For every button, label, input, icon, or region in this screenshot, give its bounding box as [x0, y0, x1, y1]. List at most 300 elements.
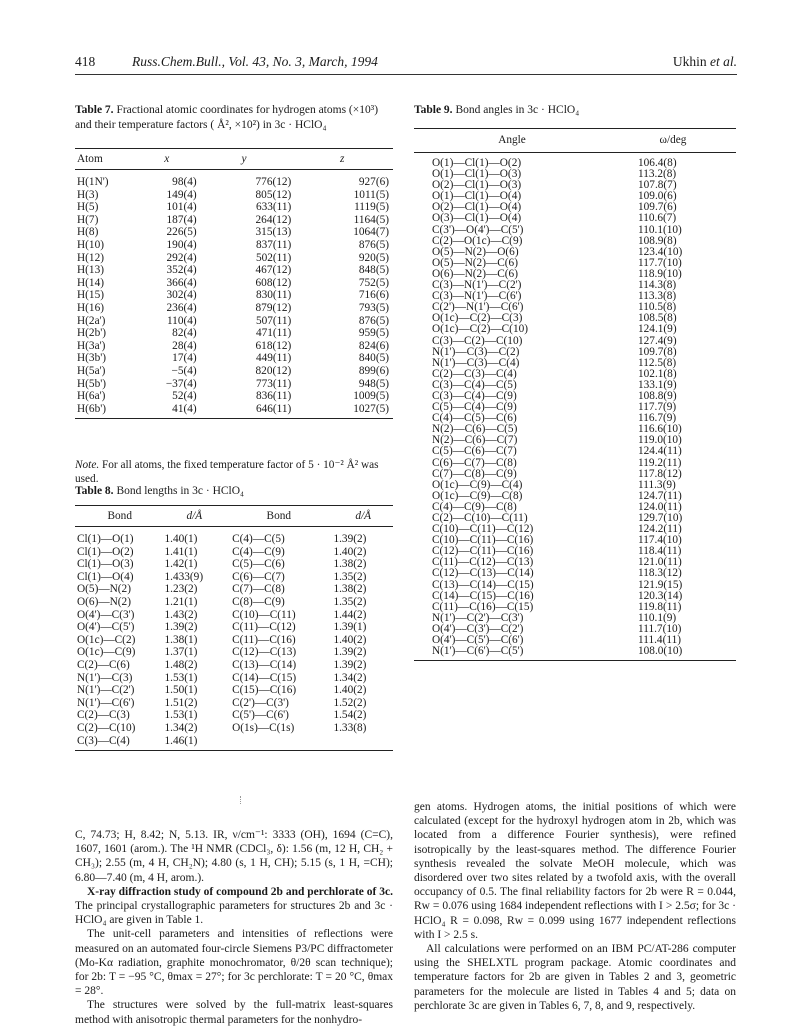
atom-cell: H(5b') [77, 377, 107, 390]
y-cell: 467(12) [255, 264, 292, 277]
omega-cell: 116.7(9) [638, 412, 677, 425]
angle-cell: C(4)—C(5)—C(6) [432, 412, 517, 425]
bond-cell: Cl(1)—O(4) [77, 570, 134, 583]
table-row [414, 153, 736, 170]
omega-cell: 124.4(11) [638, 445, 682, 458]
table-row [414, 580, 736, 591]
bond-cell: C(7)—C(8) [232, 583, 285, 596]
table-row [75, 352, 393, 365]
x-cell: 187(4) [166, 213, 197, 226]
table-row [75, 201, 393, 214]
omega-cell: 111.7(10) [638, 622, 682, 635]
omega-cell: 109.7(8) [638, 345, 677, 358]
table8-col-length-2: d/Å [355, 509, 372, 522]
atom-cell: H(12) [77, 251, 104, 264]
note-text: For all atoms, the fixed temperature factor of 5 · 10⁻² Å² was used. [75, 459, 379, 485]
bond-cell: C(14)—C(15) [232, 671, 297, 684]
omega-cell: 110.1(10) [638, 223, 682, 236]
z-cell: 1064(7) [353, 226, 389, 239]
omega-cell: 119.2(11) [638, 456, 682, 469]
table-row [75, 390, 393, 403]
bond-cell: C(11)—C(12) [232, 621, 296, 634]
omega-cell: 111.4(11) [638, 634, 681, 647]
atom-cell: H(6b') [77, 402, 107, 415]
author-name: Ukhin [672, 54, 707, 69]
angle-cell: N(1')—C(2')—C(3') [432, 611, 524, 624]
z-cell: 927(6) [358, 176, 389, 188]
y-cell: 633(11) [255, 201, 292, 214]
length-cell: 1.39(2) [164, 621, 198, 634]
table-row [75, 239, 393, 252]
x-cell: 226(5) [166, 226, 197, 239]
length-cell: 1.34(2) [333, 671, 367, 684]
table-row [75, 546, 393, 559]
omega-cell: 108.9(8) [638, 234, 677, 247]
atom-cell: H(3a') [77, 339, 106, 352]
table-row [75, 634, 393, 647]
atom-cell: H(16) [77, 301, 104, 314]
table-row [414, 225, 736, 236]
angle-cell: O(1)—Cl(1)—O(2) [432, 157, 522, 169]
omega-cell: 118.9(10) [638, 267, 682, 280]
length-cell: 1.34(2) [164, 721, 198, 734]
table-row [75, 327, 393, 340]
angle-cell: C(10)—C(11)—C(12) [432, 523, 534, 536]
z-cell: 920(5) [358, 251, 389, 264]
table7-col-atom: Atom [77, 152, 103, 165]
bond-cell: C(5')—C(6') [232, 709, 289, 722]
body-left-paragraph-2 [75, 885, 393, 928]
length-cell [333, 735, 393, 751]
table-row [75, 378, 393, 391]
bond-cell: O(4')—C(5') [77, 621, 135, 634]
angle-cell: O(1c)—C(9)—C(8) [432, 489, 523, 502]
y-cell: 830(11) [255, 289, 292, 302]
angle-cell: O(1c)—C(2)—C(10) [432, 323, 529, 336]
x-cell: 52(4) [172, 390, 197, 403]
y-cell: 836(11) [255, 390, 292, 403]
table-row [75, 571, 393, 584]
table-row [75, 277, 393, 290]
length-cell: 1.50(1) [164, 684, 198, 697]
z-cell: 1011(5) [353, 188, 389, 201]
length-cell: 1.39(1) [333, 621, 367, 634]
bond-cell: C(15)—C(16) [232, 684, 297, 697]
table-row [75, 403, 393, 419]
omega-cell: 121.0(11) [638, 556, 682, 569]
angle-cell: C(3')—O(4')—C(5') [432, 223, 524, 236]
length-cell: 1.39(2) [333, 646, 367, 659]
body-left-paragraph-3: The unit-cell parameters and intensities of reflections were measured on an automated four-circle Siemens P3/PC diffractometer (Mo-Kα radiation, graphite monochromator, θ/2θ scan technique); for 2b: T = −95 °C, θmax = 27°; for 3c perchlorate: T = 20 °C, θmax = 28°. [75, 928, 393, 998]
z-cell: 876(5) [358, 314, 389, 327]
table9-caption [414, 103, 736, 118]
table-row [414, 213, 736, 224]
length-cell: 1.53(1) [164, 709, 198, 722]
z-cell: 848(5) [358, 264, 389, 277]
angle-cell: C(11)—C(16)—C(15) [432, 600, 534, 613]
omega-cell: 113.3(8) [638, 290, 677, 303]
table8-body [75, 527, 393, 751]
omega-cell: 124.0(11) [638, 500, 682, 513]
angle-cell: O(1c)—C(2)—C(3) [432, 312, 523, 325]
bond-cell [224, 735, 333, 751]
bond-cell: C(3)—C(4) [77, 734, 130, 747]
x-cell: 149(4) [166, 188, 197, 201]
angle-cell: O(2)—Cl(1)—O(3) [432, 179, 522, 192]
z-cell: 1009(5) [353, 390, 389, 403]
omega-cell: 108.5(8) [638, 312, 677, 325]
omega-cell: 117.8(12) [638, 467, 682, 480]
omega-cell: 112.5(8) [638, 356, 677, 369]
x-cell: 366(4) [166, 276, 197, 289]
length-cell: 1.38(2) [333, 583, 367, 596]
z-cell: 876(5) [358, 238, 389, 251]
note-label: Note. [75, 459, 100, 471]
table-row [414, 646, 736, 661]
angle-cell: C(2')—N(1')—C(6') [432, 301, 524, 314]
table8-col-bond-2: Bond [266, 509, 292, 522]
omega-cell: 124.2(11) [638, 523, 682, 536]
table8 [75, 505, 393, 751]
x-cell: 82(4) [172, 327, 197, 340]
table-row [75, 583, 393, 596]
x-cell: 110(4) [166, 314, 197, 327]
angle-cell: C(11)—C(12)—C(13) [432, 556, 534, 569]
table-row [414, 568, 736, 579]
author-suffix: et al. [710, 54, 737, 69]
table7-col-y: y [241, 152, 247, 165]
omega-cell: 110.6(7) [638, 212, 677, 225]
omega-cell: 123.4(10) [638, 245, 683, 258]
table7-col-x: x [164, 152, 170, 165]
omega-cell: 114.3(8) [638, 279, 677, 292]
atom-cell: H(8) [77, 226, 99, 239]
z-cell: 899(6) [358, 364, 389, 377]
table-row [75, 252, 393, 265]
table7 [75, 148, 393, 419]
table7-caption [75, 103, 393, 133]
bond-cell: C(5)—C(6) [232, 558, 285, 571]
table-row [75, 340, 393, 353]
z-cell: 840(5) [358, 352, 389, 365]
y-cell: 773(11) [255, 377, 292, 390]
table-row [75, 302, 393, 315]
omega-cell: 118.3(12) [638, 567, 682, 580]
y-cell: 618(12) [255, 339, 292, 352]
angle-cell: C(3)—N(1')—C(2') [432, 279, 522, 292]
bond-cell: N(1')—C(6') [77, 696, 135, 709]
x-cell: 352(4) [166, 264, 197, 277]
omega-cell: 102.1(8) [638, 367, 677, 380]
y-cell: 879(12) [255, 301, 292, 314]
atom-cell: H(5) [77, 201, 99, 214]
table-row [414, 446, 736, 457]
x-cell: 292(4) [166, 251, 197, 264]
length-cell: 1.51(2) [164, 696, 198, 709]
omega-cell: 110.1(9) [638, 611, 677, 624]
length-cell: 1.41(1) [164, 545, 198, 558]
bond-cell: N(1')—C(2') [77, 684, 135, 697]
angle-cell: C(3)—C(4)—C(5) [432, 378, 517, 391]
angle-cell: O(4')—C(3')—C(2') [432, 622, 524, 635]
omega-cell: 127.4(9) [638, 334, 677, 347]
angle-cell: C(3)—N(1')—C(6') [432, 290, 522, 303]
length-cell: 1.53(1) [164, 671, 198, 684]
omega-cell: 133.1(9) [638, 378, 677, 391]
y-cell: 507(11) [255, 314, 292, 327]
y-cell: 264(12) [255, 213, 292, 226]
angle-cell: O(1)—Cl(1)—O(3) [432, 168, 522, 181]
x-cell: 190(4) [166, 238, 197, 251]
table-row [75, 659, 393, 672]
table-row [75, 264, 393, 277]
z-cell: 1027(5) [353, 402, 389, 415]
z-cell: 1119(5) [354, 201, 389, 214]
omega-cell: 119.8(11) [638, 600, 682, 613]
angle-cell: C(6)—C(7)—C(8) [432, 456, 517, 469]
bond-cell: O(1c)—C(2) [77, 633, 136, 646]
y-cell: 471(11) [255, 327, 292, 340]
section-heading: X-ray diffraction study of compound 2b and perchlorate of 3c. [87, 885, 393, 898]
x-cell: 302(4) [166, 289, 197, 302]
angle-cell: O(4')—C(5')—C(6') [432, 634, 524, 647]
table9-caption-text: Bond angles in 3c · HClO₄ [455, 104, 580, 116]
x-cell: 41(4) [172, 402, 197, 415]
z-cell: 959(5) [358, 327, 389, 340]
table-row [75, 609, 393, 622]
length-cell: 1.52(2) [333, 696, 367, 709]
table9 [414, 128, 736, 661]
bond-cell: C(8)—C(9) [232, 595, 285, 608]
bond-cell: C(2)—C(10) [77, 721, 136, 734]
omega-cell: 117.7(9) [638, 401, 677, 414]
table-row [414, 324, 736, 335]
bond-cell: Cl(1)—O(3) [77, 558, 134, 571]
table-row [75, 596, 393, 609]
omega-cell: 109.0(6) [638, 190, 677, 203]
table-row [75, 621, 393, 634]
atom-cell: H(1N') [77, 176, 109, 188]
bond-cell: C(12)—C(13) [232, 646, 297, 659]
omega-cell: 106.4(8) [638, 157, 677, 169]
angle-cell: O(2)—Cl(1)—O(4) [432, 201, 522, 214]
table9-caption-label: Table 9. [414, 104, 453, 116]
table-row [75, 365, 393, 378]
z-cell: 948(5) [358, 377, 389, 390]
angle-cell: C(5)—C(6)—C(7) [432, 445, 517, 458]
omega-cell: 124.1(9) [638, 323, 677, 336]
angle-cell: O(1c)—C(9)—C(4) [432, 478, 523, 491]
bond-cell: C(10)—C(11) [232, 608, 296, 621]
angle-cell: N(1')—C(3)—C(4) [432, 356, 520, 369]
table7-col-z: z [339, 152, 345, 165]
z-cell: 752(5) [358, 276, 389, 289]
omega-cell: 109.7(6) [638, 201, 677, 214]
atom-cell: H(3b') [77, 352, 107, 365]
angle-cell: C(2)—C(10)—C(11) [432, 512, 528, 524]
table-row [75, 214, 393, 227]
omega-cell: 108.0(10) [638, 645, 683, 658]
angle-cell: C(7)—C(8)—C(9) [432, 467, 517, 480]
table8-caption [75, 484, 393, 499]
table7-body [75, 170, 393, 419]
table8-caption-label: Table 8. [75, 485, 114, 497]
angle-cell: C(5)—C(4)—C(9) [432, 401, 517, 414]
length-cell: 1.433(9) [164, 570, 204, 583]
x-cell: −37(4) [165, 377, 197, 390]
bond-cell: C(2)—C(6) [77, 658, 130, 671]
angle-cell: N(2)—C(6)—C(5) [432, 423, 518, 436]
table-row [75, 315, 393, 328]
bond-cell: O(5)—N(2) [77, 583, 131, 596]
y-cell: 502(11) [255, 251, 292, 264]
atom-cell: H(2b') [77, 327, 107, 340]
atom-cell: H(3) [77, 188, 99, 201]
table8-col-bond-1: Bond [107, 509, 132, 522]
journal-citation: Russ.Chem.Bull., Vol. 43, No. 3, March, 1994 [132, 54, 378, 69]
table7-note [75, 458, 393, 486]
length-cell: 1.44(2) [333, 608, 367, 621]
z-cell: 1164(5) [353, 213, 389, 226]
table-row [414, 336, 736, 347]
bond-cell: O(4')—C(3') [77, 608, 135, 621]
angle-cell: C(12)—C(13)—C(14) [432, 567, 534, 580]
angle-cell: O(3)—Cl(1)—O(4) [432, 212, 522, 225]
y-cell: 646(11) [255, 402, 292, 415]
table-row [414, 458, 736, 469]
length-cell: 1.39(2) [333, 533, 367, 545]
angle-cell: C(3)—C(2)—C(10) [432, 334, 523, 347]
table-row [75, 226, 393, 239]
omega-cell: 124.7(11) [638, 489, 682, 502]
table-row [75, 697, 393, 710]
angle-cell: C(3)—C(4)—C(9) [432, 389, 517, 402]
bond-cell: C(6)—C(7) [232, 570, 285, 583]
bond-cell: Cl(1)—O(2) [77, 545, 134, 558]
x-cell: 17(4) [172, 352, 197, 365]
table-row [75, 527, 393, 546]
length-cell: 1.40(2) [333, 684, 367, 697]
length-cell: 1.43(2) [164, 608, 198, 621]
length-cell: 1.38(1) [164, 633, 198, 646]
x-cell: 101(4) [166, 201, 197, 214]
z-cell: 793(5) [358, 301, 389, 314]
running-author [673, 54, 737, 70]
table-row [75, 170, 393, 189]
table7-caption-text: Fractional atomic coordinates for hydrogen atoms (×10³) and their temperature factors ( Å², ×10²) in 3c · HClO₄ [75, 104, 379, 131]
omega-cell: 119.0(10) [638, 434, 682, 447]
table-row [75, 709, 393, 722]
table-row [75, 558, 393, 571]
bond-cell: N(1')—C(3) [77, 671, 133, 684]
omega-cell: 129.7(10) [638, 512, 683, 524]
atom-cell: H(7) [77, 213, 99, 226]
table-row [75, 684, 393, 697]
length-cell: 1.35(2) [333, 570, 367, 583]
table9-col-angle: Angle [498, 134, 526, 147]
table-row [75, 672, 393, 685]
length-cell: 1.42(1) [164, 558, 198, 571]
atom-cell: H(6a') [77, 390, 106, 403]
omega-cell: 120.3(14) [638, 589, 683, 602]
length-cell: 1.38(2) [333, 558, 367, 571]
bond-cell: C(11)—C(16) [232, 633, 296, 646]
body-left-paragraph-1: C, 74.73; H, 8.42; N, 5.13. IR, ν/cm⁻¹: 3333 (OH), 1694 (C=C), 1607, 1601 (arom.). The ¹H NMR (CDCl₃, δ): 1.56 (m, 12 H, CH₂ + CH₃); 2.55 (m, 4 H, CH₂N); 4.80 (s, 1 H, CH); 5.15 (s, 1 H, =CH); 6.80—7.40 (m, 4 H, arom.). [75, 829, 393, 884]
x-cell: 98(4) [172, 176, 197, 188]
x-cell: −5(4) [171, 364, 197, 377]
table7-caption-label: Table 7. [75, 104, 114, 116]
y-cell: 805(12) [255, 188, 292, 201]
table-row [75, 289, 393, 302]
table9-body [414, 153, 736, 661]
angle-cell: O(1)—Cl(1)—O(4) [432, 190, 522, 203]
angle-cell: C(12)—C(11)—C(16) [432, 545, 534, 558]
angle-cell: O(5)—N(2)—C(6) [432, 256, 518, 269]
length-cell: 1.40(1) [164, 533, 198, 545]
bond-cell: O(6)—N(2) [77, 595, 131, 608]
length-cell: 1.37(1) [164, 646, 198, 659]
column-separator [240, 796, 241, 804]
x-cell: 28(4) [172, 339, 197, 352]
length-cell: 1.33(8) [333, 721, 367, 734]
angle-cell: C(2)—O(1c)—C(9) [432, 234, 523, 247]
z-cell: 824(6) [358, 339, 389, 352]
omega-cell: 111.3(9) [638, 478, 676, 491]
atom-cell: H(15) [77, 289, 104, 302]
table-row [75, 722, 393, 735]
angle-cell: C(4)—C(9)—C(8) [432, 500, 517, 513]
body-right-paragraph-1: gen atoms. Hydrogen atoms, the initial positions of which were calculated (except for the hydroxyl hydrogen atom in 2b, which was located from a difference Fourier synthesis), were refined isotropically by the least-squares method. The difference Fourier synthesis revealed the solvate MeOH molecule, which was disordered over two sites related by a twofold axis, with the overall occupancy of 0.5. The final reliability factors for 2b were R = 0.044, Rw = 0.076 using 1684 independent reflections with I > 2.5σ; for 3c · HClO₄ R = 0.098, Rw = 0.099 using 1677 independent reflections with I > 2.5 s. [414, 801, 736, 941]
length-cell: 1.40(2) [333, 633, 367, 646]
section-heading-text: The principal crystallographic parameters for structures 2b and 3c · HClO₄ are given in Table 1. [75, 900, 393, 927]
omega-cell: 110.5(8) [638, 301, 677, 314]
bond-cell: C(2)—C(3) [77, 709, 130, 722]
bond-cell: Cl(1)—O(1) [77, 533, 134, 545]
table-row [75, 189, 393, 202]
bond-cell: C(4)—C(9) [232, 545, 285, 558]
body-column-right [414, 800, 736, 1013]
angle-cell: C(2)—C(3)—C(4) [432, 367, 517, 380]
atom-cell: H(10) [77, 238, 104, 251]
angle-cell: O(5)—N(2)—O(6) [432, 245, 519, 258]
angle-cell: N(1')—C(6')—C(5') [432, 645, 524, 658]
table-row [75, 735, 393, 751]
length-cell: 1.40(2) [333, 545, 367, 558]
angle-cell: O(6)—N(2)—C(6) [432, 267, 518, 280]
bond-cell: O(1s)—C(1s) [232, 721, 295, 734]
body-right-paragraph-2: All calculations were performed on an IBM PC/AT-286 computer using the SHELXTL program package. Atomic coordinates and temperature factors for 2b are given in Tables 2 and 3, geometric parameters for the molecule are listed in Tables 4 and 5; data on perchlorate 3c are given in Tables 6, 7, 8, and 9, respectively. [414, 943, 736, 1012]
angle-cell: C(14)—C(15)—C(16) [432, 589, 534, 602]
angle-cell: N(1')—C(3)—C(2) [432, 345, 520, 358]
omega-cell: 117.7(10) [638, 256, 682, 269]
bond-cell: C(4)—C(5) [232, 533, 285, 545]
length-cell: 1.46(1) [164, 734, 198, 747]
angle-cell: C(13)—C(14)—C(15) [432, 578, 534, 591]
y-cell: 449(11) [255, 352, 292, 365]
page-number: 418 [75, 54, 96, 69]
z-cell: 716(6) [358, 289, 389, 302]
y-cell: 608(12) [255, 276, 292, 289]
atom-cell: H(13) [77, 264, 104, 277]
x-cell: 236(4) [166, 301, 197, 314]
body-column-left [75, 828, 393, 1027]
table8-caption-text: Bond lengths in 3c · HClO₄ [116, 485, 245, 497]
atom-cell: H(2a') [77, 314, 106, 327]
length-cell: 1.23(2) [164, 583, 198, 596]
table8-col-length-1: d/Å [186, 509, 203, 522]
omega-cell: 108.8(9) [638, 389, 677, 402]
table9-col-omega: ω/deg [659, 134, 687, 147]
